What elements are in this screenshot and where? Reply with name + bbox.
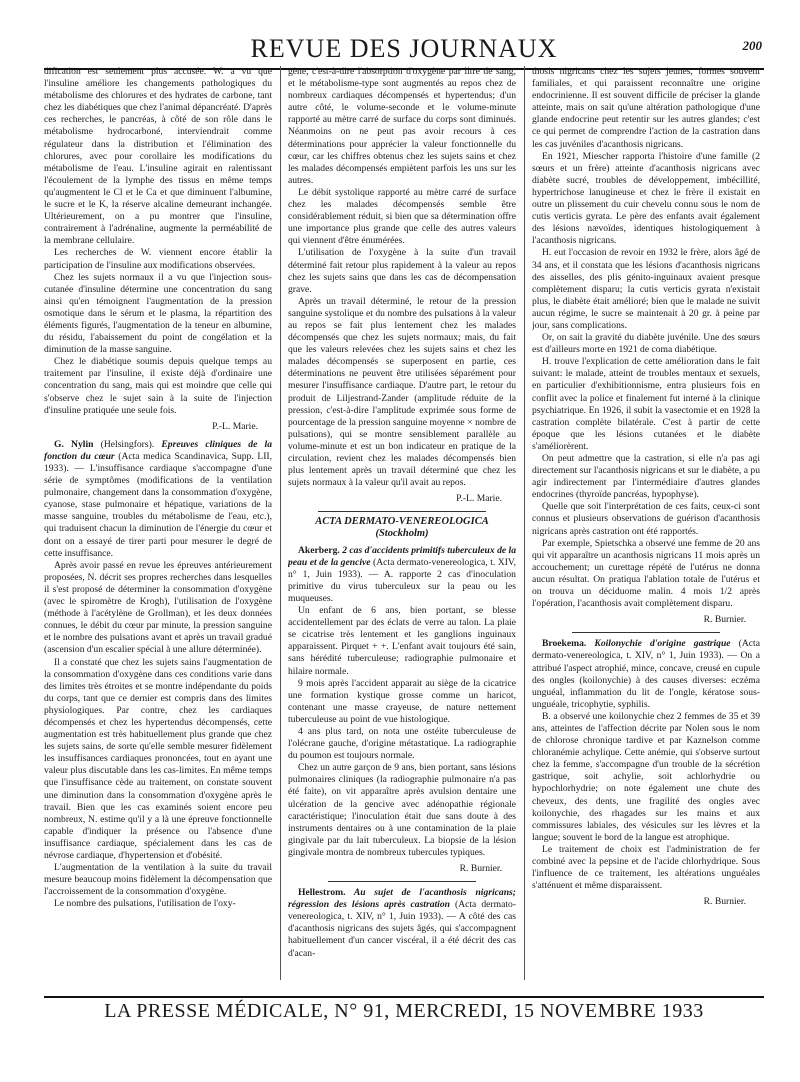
article-reference: (Acta dermato-venereologica, t. XIV, n° 1, Juin 1933). — xyxy=(288,556,516,580)
paragraph: L'augmentation de la ventilation à la suite du travail mesure beaucoup moins fidèlement la décompensation que l'accroissement de la consommation d'oxygène. xyxy=(44,862,272,898)
paragraph: H. trouve l'explication de cette amélioration dans le fait suivant: le malade, atteint de troubles mentaux et sexuels, en particulier d'exhibitionnisme, entra plusieurs fois en conflit avec la police et finalement fut interné à la clinique psychiatrique. En 1926, il subit la vasectomie et en 1928 la castration complète bilatérale. C'est à partir de cette époque que les lésions cutanées et le diabète s'améliorèrent. xyxy=(532,356,760,452)
article-title: Au sujet de l'acanthosis nigricans; régression des lésions après castration xyxy=(288,887,516,911)
paragraph: On a attribué l'aspect atrophié, mince, concave, creusé en cupule des ongles (koilonychie) à des causes diverses: eczéma unguéal, inflammation du lit de l'ongle, kératose sous-unguéale, tricophytie, syphilis. xyxy=(532,650,760,710)
article-title: Epreuves cliniques de la fonction du cœur xyxy=(44,438,272,462)
article-heading xyxy=(44,439,272,560)
page-number: 200 xyxy=(742,38,762,53)
article-author: Hellestrom. xyxy=(298,887,346,899)
paragraph: 4 ans plus tard, on nota une ostéite tuberculeuse de l'olécrane gauche, d'origine métastatique. La radiographie du poumon est toujours normale. xyxy=(288,725,516,762)
article-author: Broekema. xyxy=(542,638,587,650)
page-title: REVUE DES JOURNAUX xyxy=(250,34,558,63)
paragraph: H. eut l'occasion de revoir en 1932 le frère, alors âgé de 34 ans, et il constata que les lésions d'acanthosis nigricans des aisselles, des plis génito-inguinaux avaient presque complètement disparu; la cutis verticis gyrata n'existait plus, le diabète était amélioré; bien que le malade ne suivit aucun régime, le sucre se maintenait à 20 gr. à peine par jour, sans complications. xyxy=(532,247,760,331)
signature: R. Burnier. xyxy=(703,614,746,626)
article-heading xyxy=(532,638,760,711)
paragraph: Le traitement de choix est l'administration de fer combiné avec la pepsine et de l'acide chlorhydrique. Sous l'influence de ce traitement, les altérations unguéales s'atténuent et même disparaissent. xyxy=(532,843,760,892)
paragraph: A côté des cas d'acanthosis nigricans des sujets âgés, qui s'accompagnent habituellement d'un cancer viscéral, il a été décrit des cas d'acan- xyxy=(288,911,516,959)
paragraph: Un enfant de 6 ans, bien portant, se blesse accidentellement par des éclats de verre au talon. La plaie se cicatrise très lentement et les ganglions inguinaux apparaissent. Pirquet + +. L'enfant avait toujours été sain, sans hérédité tuberculeuse; radiographie pulmonaire et hilaire normale. xyxy=(288,605,516,677)
column-1 xyxy=(44,66,272,980)
column-3 xyxy=(532,66,760,980)
article-author: Akerberg. xyxy=(298,544,340,556)
article-separator xyxy=(572,632,720,633)
paragraph: thosis nigricans chez les sujets jeunes, formes souvent familiales, et qui paraissent reconnaître une origine endocrinienne. Il est souvent difficile de préciser la glande atteinte, mais on sait qu'une altération pathologique d'une glande endocrine peut retentir sur les autres glandes; c'est ce qui permet de comprendre l'action de la castration dans les cas juvéniles d'acanthosis nigricans. xyxy=(532,66,760,150)
article-heading xyxy=(288,887,516,960)
signature: P.-L. Marie. xyxy=(212,420,258,432)
paragraph: Les recherches de W. viennent encore établir la participation de l'insuline aux modifications observées. xyxy=(44,247,272,271)
paragraph: Chez un autre garçon de 9 ans, bien portant, sans lésions pulmonaires cliniques (la radiographie pulmonaire n'a pas été faite), on vit apparaître après avulsion dentaire une ulcération de la gencive avec adénopathie régionale caractéristique; l'inoculation était due sans doute à des instruments dentaires ou à une contamination de la plaie gingivale par du lait tuberculeux. La biopsie de la lésion gingivale montra de nombreux tubercules typiques. xyxy=(288,762,516,858)
article-heading xyxy=(288,545,516,605)
paragraph: gène, c'est-à-dire l'absorption d'oxygène par litre de sang, et le métabolisme-type sont augmentés au repos chez de nombreux cardiaques décompensés et hypertendus; d'un autre côté, le volume-seconde et le volume-minute rapporté au mètre carré de surface du corps sont diminués. Néanmoins on ne peut pas avoir recours à ces déterminations pour apprécier la valeur fonctionnelle du cœur, car les chiffres obtenus chez les sujets sains et chez les malades décompensés empiètent parfois les uns sur les autres. xyxy=(288,66,516,186)
paragraph: Or, on sait la gravité du diabète juvénile. Une des sœurs est d'ailleurs morte en 1921 de coma diabétique. xyxy=(532,332,760,356)
paragraph: En 1921, Miescher rapporta l'histoire d'une famille (2 sœurs et un frère) atteinte d'acanthosis nigricans avec diabète sucré, troubles de développement, imbécillité, hypertrichose lanugineuse et chez le frère il existait en outre un plissement du cuir chevelu connu sous le nom de cutis verticis gyrata. Le père des enfants avait également des lésions nævoïdes, identiques histologiquement à l'acanthosis nigricans. xyxy=(532,150,760,247)
footer-text: LA PRESSE MÉDICALE, N° 91, MERCREDI, 15 NOVEMBRE 1933 xyxy=(104,1000,704,1022)
paragraph: Le nombre des pulsations, l'utilisation de l'oxy- xyxy=(54,898,236,910)
paragraph: Après un travail déterminé, le retour de la pression sanguine systolique et du nombre des pulsations à la valeur au repos se fait plus lentement chez les malades décompensés que chez les sujets normaux; mais, du fait que les valeurs relevées chez les sujets sains et chez les malades décompensés se superposent en partie, ces déterminations ne peuvent être utilisées séparément pour mesurer l'insuffisance cardiaque. D'autre part, le retour du produit de Liljestrand-Zander (amplitude réduite de la pression, c'est-à-dire l'amplitude exprimée sous forme de pourcentage de la pression sanguine moyenne × nombre de pulsations), qui se montre sensiblement parallèle au volume-minute et est un bon indicateur en pratique de la circulation, revient chez les malades décompensés bien plus lentement après un travail déterminé que chez les sujets normaux à la valeur qu'il avait au repos. xyxy=(288,295,516,489)
column-2 xyxy=(288,66,516,980)
column-divider xyxy=(524,66,525,980)
signature: P.-L. Marie. xyxy=(456,493,502,505)
journal-page xyxy=(44,24,764,1064)
journal-place: (Stockholm) xyxy=(375,528,429,540)
paragraph: L'utilisation de l'oxygène à la suite d'un travail déterminé fait retour plus rapidement à la valeur au repos chez les sujets sains que dans les cas de décompensation grave. xyxy=(288,247,516,295)
article-reference: (Acta dermato-venereologica, t. XIV, n° 1, Juin 1933). — xyxy=(532,638,760,662)
paragraph: 9 mois après l'accident apparait au siège de la cicatrice une formation kystique grosse comme un haricot, contenant une masse crayeuse, de nature nettement tuberculeuse au point de vue histologique. xyxy=(288,677,516,725)
page-footer xyxy=(44,996,764,1028)
article-title: 2 cas d'accidents primitifs tuberculeux de la peau et de la gencive xyxy=(288,544,516,568)
paragraph: Chez le diabétique soumis depuis quelque temps au traitement par l'insuline, il existe déjà d'ordinaire une concentration du sang, mais qui est moindre que celle qui s'observe chez le sujet sain à la suite de l'injection d'insuline pratiquée une seule fois. xyxy=(44,356,272,416)
signature: R. Burnier. xyxy=(459,863,502,874)
paragraph: On peut admettre que la castration, si elle n'a pas agi directement sur l'acanthosis nigricans et sur le diabète, a pu agir indirectement par l'intermédiaire d'autres glandes endocrines (thyroïde pancréas, hypophyse). xyxy=(532,453,760,501)
page-header xyxy=(44,34,764,70)
paragraph: Le débit systolique rapporté au mètre carré de surface chez les malades décompensés semble être considérablement réduit, si bien que sa détermination offre une importance plus grande que celle des autres valeurs qui viennent d'être énumérées. xyxy=(288,186,516,247)
article-reference: (Acta dermato-venereologica, t. XIV, n° 1, Juin 1933). — xyxy=(288,899,516,923)
paragraph: A. rapporte 2 cas d'inoculation primitive du virus tuberculeux sur la peau ou les muqueuses. xyxy=(288,568,516,604)
column-divider xyxy=(280,66,281,980)
paragraph: Il a constaté que chez les sujets sains l'augmentation de la consommation d'oxygène dans ces conditions varie dans des limites très étroites et se montre indépendante du poids du corps, tant que ce dernier est compris dans des limites physiologiques. Par contre, chez les cardiaques décompensés et chez les hypertendus décompensés, cette augmentation est très habituellement plus grande que chez les sujets sains, de sorte qu'elle semble mesurer fidèlement les insuffisances cardiaques prononcées, tout en ayant une valeur plus discutable dans les cas-limites. En même temps que l'insuffisance cède au traitement, on constate souvent une diminution dans la consommation d'oxygène après le travail. Bien que les cas examinés soient encore peu nombreux, N. estime qu'il y a là une épreuve fonctionnelle capable d'indiquer la présence ou l'absence d'une insuffisance cardiaque, spécialement dans les cas de névrose cardiaque, d'hypertension et d'obésité. xyxy=(44,656,272,861)
paragraph: B. a observé une koilonychie chez 2 femmes de 35 et 39 ans, atteintes de l'affection décrite par Nolen sous le nom de chlorose chronique tardive et par Kaznelson comme chloranémie achylique. Cette anémie, qui s'observe surtout chez la femme, s'accompagne d'un trouble de la sécrétion gastrique, soit achylie, soit achlorhydrie ou hypochlorhydrie; on note également une chute des cheveux, des dents, une fragilité des ongles avec koilonychie, des rhagades sur les mains et aux commissures labiales, des vésicules sur les lèvres et la langue; souvent le bord de la langue est atrophique. xyxy=(532,710,760,843)
article-author: G. Nylin xyxy=(54,438,94,450)
paragraph: Chez les sujets normaux il a vu que l'injection sous-cutanée d'insuline détermine une concentration du sang ainsi qu'en témoignent l'augmentation de la pression osmotique dans le sérum et le plasma, la répartition des éléments figurés, l'augmentation de la teneur en albumine, du résidu, l'abaissement du point de congélation et la diminution de la masse sanguine. xyxy=(44,271,272,356)
paragraph: L'insuffisance cardiaque s'accompagne d'une série de symptômes (modifications de la ventilation pulmonaire, changement dans la consommation d'oxygène, cyanose, stase pulmonaire et hépatique, variations de la masse sanguine, troubles du métabolisme de l'eau, etc.), qui traduisent chacun la diminution de l'énergie du cœur et dont on a essayé de tirer parti pour mesurer le degré de cette insuffisance. xyxy=(44,463,272,559)
article-reference: (Acta medica Scandinavica, Supp. LII, 1933). — xyxy=(44,450,272,474)
article-separator xyxy=(328,881,476,882)
article-columns xyxy=(44,66,764,980)
section-rule xyxy=(318,511,486,512)
paragraph: Quelle que soit l'interprétation de ces faits, ceux-ci sont connus et plusieurs observations de guérison d'acanthosis nigricans après castration ont été rapportés. xyxy=(532,501,760,537)
paragraph: dification est seulement plus accusée. W. a vu que l'insuline améliore les changements pathologiques du métabolisme des chlorures et des hydrates de carbone, tant chez les diabétiques que chez l'animal dépancréaté. D'après ces recherches, le pancréas, à côté de son rôle dans le métabolisme hydrocarboné, interviendrait comme régulateur dans la distribution et l'élimination des chlorures, avec pour corollaire les modifications du métabolisme de l'eau. L'insuline agirait en ralentissant l'écoulement de la lymphe des tissus en même temps qu'augmentent le Cl et le Ca et que diminuent l'albumine, le sucre et le K, la réserve alcaline demeurant inchangée. Ultérieurement, on a pu montrer que l'insuline, contrairement à l'adrénaline, augmente la perméabilité de la membrane cellulaire. xyxy=(44,66,272,247)
signature: R. Burnier. xyxy=(703,896,746,908)
paragraph: Après avoir passé en revue les épreuves antérieurement proposées, N. décrit ses propres recherches dans lesquelles il s'est proposé de déterminer la consommation d'oxygène (avec le spiromètre de Krogh), l'utilisation de l'oxygène (méthode à l'acétylène de Grollman), et les deux données connues, le débit du cœur par minute, la pression sanguine et le nombre des pulsations avant et après un travail gradué (ascension d'un escalier spécial à une allure déterminée). xyxy=(44,559,272,656)
paragraph: Par exemple, Spietschka a observé une femme de 20 ans qui vit apparaître un acanthosis nigricans 11 mois après un accouchement; un curettage répété de l'utérus ne donna aucun résultat. On pratiqua l'ablation totale de l'utérus et on trouva un déciduome malin. 4 mois 1/2 après l'opération, l'acanthosis avait complètement disparu. xyxy=(532,537,760,610)
article-title: Koilonychie d'origine gastrique xyxy=(586,638,731,650)
journal-heading: ACTA DERMATO-VENEREOLOGICA xyxy=(315,516,489,528)
article-place: (Helsingfors). xyxy=(93,438,162,450)
